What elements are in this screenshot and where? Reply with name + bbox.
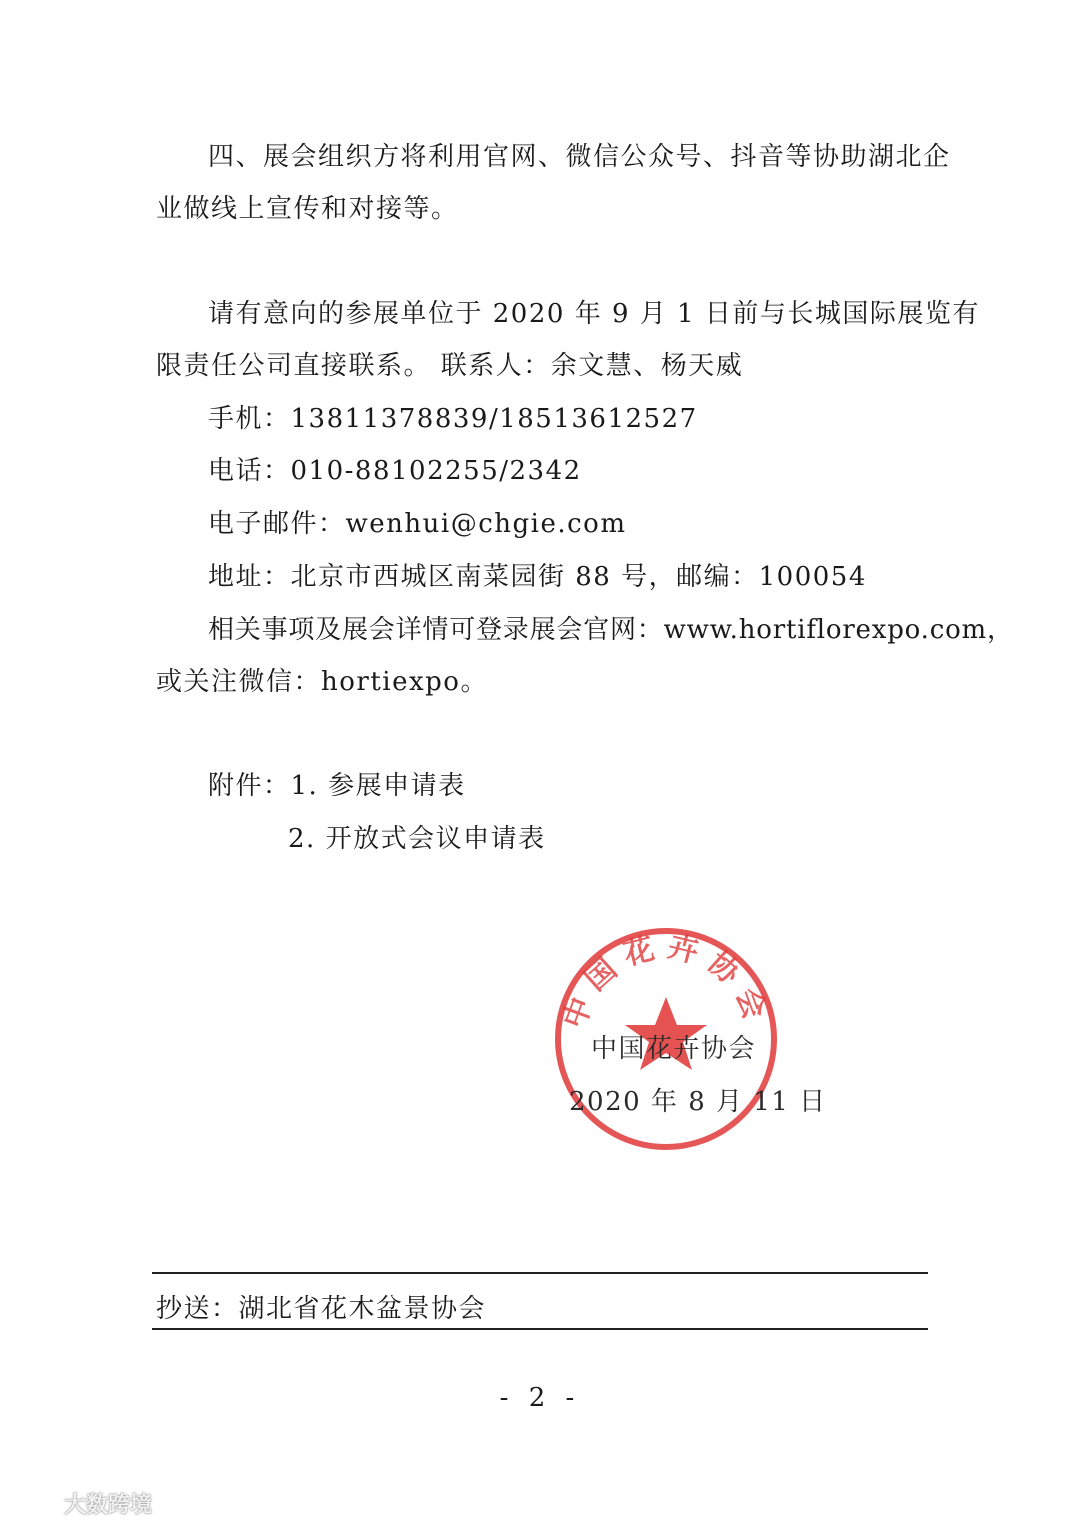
cc-bottom-rule (152, 1328, 928, 1330)
svg-text:中国花卉协会: 中国花卉协会 (556, 929, 776, 1034)
email-line: 电子邮件：wenhui@chgie.com (208, 509, 627, 539)
paragraph-4-line-2: 业做线上宣传和对接等。 (156, 194, 459, 224)
watermark-logo-icon (14, 1492, 58, 1514)
attachment-item-2: 2. 开放式会议申请表 (288, 824, 546, 854)
contact-paragraph-line-2: 限责任公司直接联系。 联系人：余文慧、杨天威 (156, 351, 744, 381)
watermark (14, 1490, 152, 1516)
cc-line: 抄送：湖北省花木盆景协会 (156, 1294, 487, 1324)
page-number: - 2 - (499, 1383, 581, 1413)
address-line: 地址：北京市西城区南菜园街 88 号，邮编：100054 (208, 562, 867, 592)
signature-organization: 中国花卉协会 (591, 1034, 757, 1064)
contact-paragraph-line-1: 请有意向的参展单位于 2020 年 9 月 1 日前与长城国际展览有 (208, 299, 980, 329)
cc-top-rule (152, 1272, 928, 1274)
paragraph-4-line-1: 四、展会组织方将利用官网、微信公众号、抖音等协助湖北企 (208, 142, 951, 172)
website-line-1: 相关事项及展会详情可登录展会官网：www.hortiflorexpo.com， (208, 615, 1014, 645)
signature-date: 2020 年 8 月 11 日 (569, 1087, 827, 1117)
website-line-2: 或关注微信：hortiexpo。 (156, 667, 488, 697)
watermark-text: 大数跨境 (64, 1492, 153, 1518)
mobile-line: 手机：13811378839/18513612527 (208, 404, 698, 434)
phone-line: 电话：010-88102255/2342 (208, 456, 582, 486)
attachment-item-1: 附件：1. 参展申请表 (208, 771, 466, 801)
